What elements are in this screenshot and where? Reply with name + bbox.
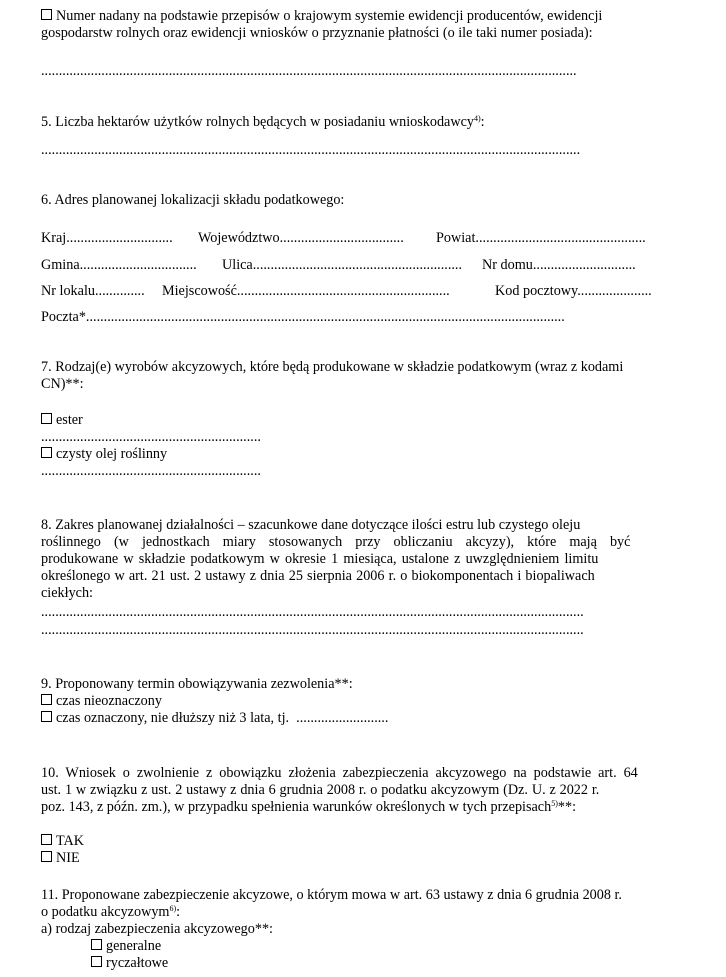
q5-dots[interactable]: ........................................................................................................................................................ [41, 142, 581, 158]
oil-checkbox[interactable] [41, 447, 52, 458]
id-number-line2: gospodarstw rolnych oraz ewidencji wniosków o przyznanie płatności (o ile taki numer posiada): [41, 25, 593, 41]
q8-line5: ciekłych: [41, 585, 93, 601]
q10-line2: ust. 1 w związku z ust. 2 ustawy z dnia 6 grudnia 2008 r. o podatku akcyzowym (Dz. U. z 2022 r. [41, 782, 600, 798]
nr-domu-field[interactable]: Nr domu............................. [482, 257, 636, 273]
ester-checkbox[interactable] [41, 413, 52, 424]
tak-checkbox[interactable] [41, 834, 52, 845]
definite-checkbox[interactable] [41, 711, 52, 722]
flat-checkbox[interactable] [91, 956, 102, 967]
q11-option-flat[interactable]: ryczałtowe [91, 955, 391, 971]
q9-title: 9. Proponowany termin obowiązywania zezwolenia**: [41, 676, 353, 692]
nie-checkbox[interactable] [41, 851, 52, 862]
q10-line3: poz. 143, z późn. zm.), w przypadku spełnienia warunków określonych w tych przepisach$^{5)}$**: [41, 799, 577, 815]
q6-title: 6. Adres planowanej lokalizacji składu podatkowego: [41, 192, 345, 208]
q9-option-definite[interactable]: czas oznaczony, nie dłuższy niż 3 lata, tj. .......................... [41, 710, 671, 726]
q10-line1: 10. Wniosek o zwolnienie z obowiązku złożenia zabezpieczenia akcyzowego na podstawie art. 64 [41, 765, 638, 781]
q10-option-nie[interactable]: NIE [41, 850, 671, 866]
q7-option-oil[interactable]: czysty olej roślinny [41, 446, 671, 462]
q7-oil-dots[interactable]: .............................................................. [41, 463, 261, 479]
id-number-line1: Numer nadany na podstawie przepisów o krajowym systemie ewidencji producentów, ewidencji [41, 8, 671, 24]
q8-line1: 8. Zakres planowanej działalności – szacunkowe dane dotyczące ilości estru lub czystego oleju [41, 517, 581, 533]
q8-line4: określonego w art. 21 ust. 2 ustawy z dnia 25 sierpnia 2006 r. o biokomponentach i biopaliwach [41, 568, 595, 584]
q11-option-general[interactable]: generalne [91, 938, 391, 954]
q5-label: 5. Liczba hektarów użytków rolnych będących w posiadaniu wnioskodawcy$^{4)}$: [41, 114, 485, 130]
id-number-dots[interactable]: ....................................................................................................................................................... [41, 63, 577, 79]
q8-dots-2[interactable]: ......................................................................................................................................................... [41, 622, 584, 638]
gmina-field[interactable]: Gmina................................. [41, 257, 197, 273]
indefinite-checkbox[interactable] [41, 694, 52, 705]
id-number-checkbox[interactable] [41, 9, 52, 20]
q11-sub-a: a) rodzaj zabezpieczenia akcyzowego**: [41, 921, 273, 937]
ulica-field[interactable]: Ulica........................................................... [222, 257, 462, 273]
q10-option-tak[interactable]: TAK [41, 833, 671, 849]
wojewodztwo-field[interactable]: Województwo................................... [198, 230, 404, 246]
kraj-field[interactable]: Kraj.............................. [41, 230, 173, 246]
poczta-field[interactable]: Poczta*....................................................................................................................................... [41, 309, 565, 325]
q8-dots-1[interactable]: ......................................................................................................................................................... [41, 604, 584, 620]
q9-option-indefinite[interactable]: czas nieoznaczony [41, 693, 671, 709]
kod-pocztowy-field[interactable]: Kod pocztowy..................... [495, 283, 652, 299]
q6-row4 [41, 309, 671, 325]
q7-option-ester[interactable]: ester [41, 412, 671, 428]
general-checkbox[interactable] [91, 939, 102, 950]
q11-line2: o podatku akcyzowym$^{6)}$: [41, 904, 181, 920]
q7-line2: CN)**: [41, 376, 84, 392]
q7-ester-dots[interactable]: .............................................................. [41, 429, 261, 445]
powiat-field[interactable]: Powiat................................................ [436, 230, 646, 246]
q11-line1: 11. Proponowane zabezpieczenie akcyzowe, o którym mowa w art. 63 ustawy z dnia 6 grudnia 2008 r. [41, 887, 622, 903]
q7-line1: 7. Rodzaj(e) wyrobów akcyzowych, które będą produkowane w składzie podatkowym (wraz z kodami [41, 359, 624, 375]
q8-line2: roślinnego (w jednostkach miary stosowanych przy obliczaniu akcyzy), które mają być [41, 534, 631, 550]
nr-lokalu-field[interactable]: Nr lokalu.............. [41, 283, 145, 299]
q8-line3: produkowane w składzie podatkowym w okresie 1 miesiąca, ustalone z uwzględnieniem limitu [41, 551, 599, 567]
miejscowosc-field[interactable]: Miejscowość............................................................ [162, 283, 450, 299]
